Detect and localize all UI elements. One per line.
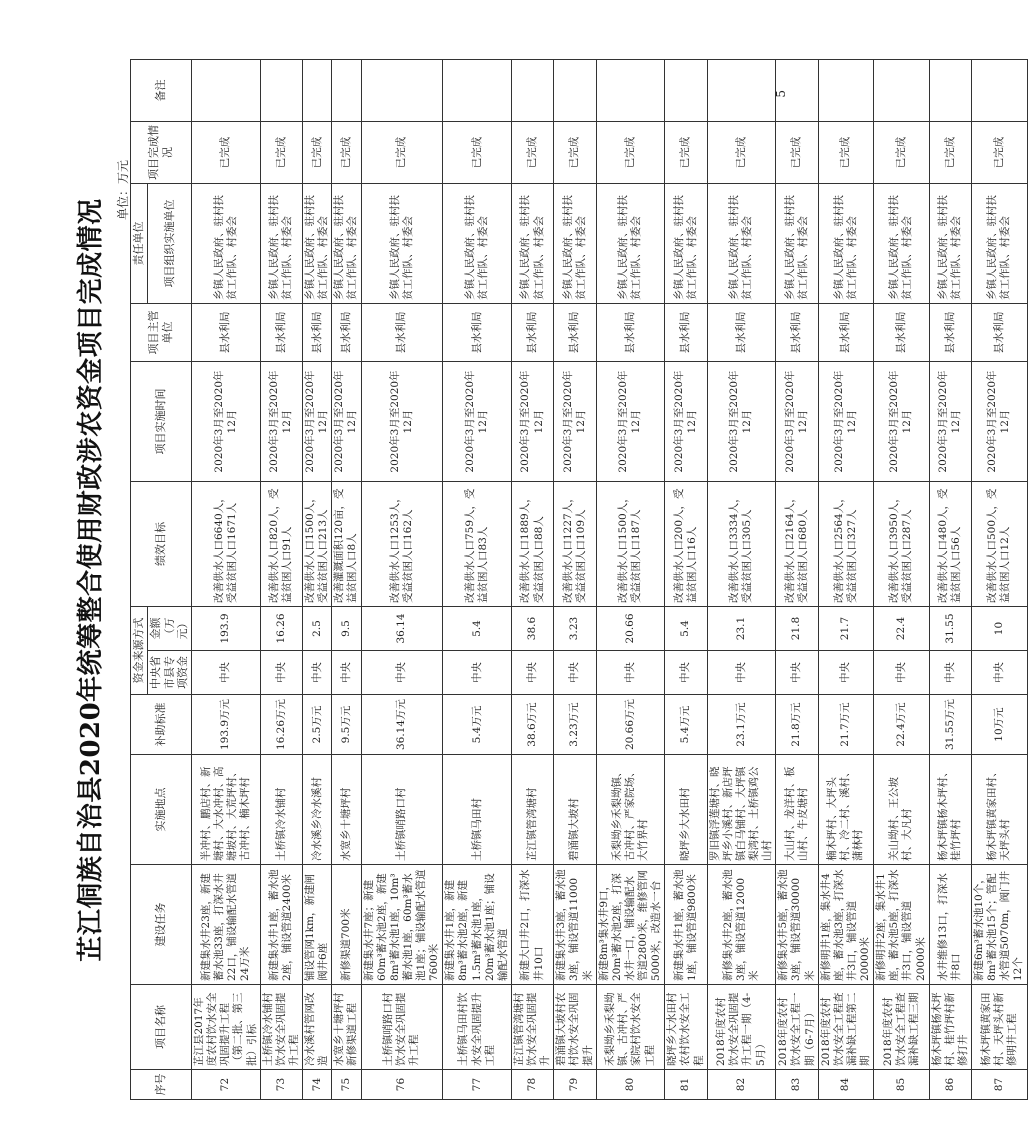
page-number: 5	[774, 90, 788, 98]
cell-time: 2020年3月至2020年12月	[596, 362, 665, 482]
header-subsidy: 补助标准	[131, 695, 192, 755]
cell-goal: 改善供水人口200人，受益贫困人口16人	[665, 482, 707, 607]
cell-subsidy: 5.4万元	[443, 695, 512, 755]
cell-status: 已完成	[874, 122, 930, 184]
cell-org: 乡镇人民政府、驻村扶贫工作队、村委会	[972, 184, 1028, 304]
cell-goal: 改善供水人口759人，受益贫困人口83人	[443, 482, 512, 607]
cell-project-name: 杨木坪镇杨木坪村、桂竹坪村新修打井	[929, 985, 971, 1070]
cell-seq: 80	[596, 1070, 665, 1100]
table-row	[818, 60, 874, 1100]
cell-project-name: 杨木坪镇黄家田村、天坪头村新修明井工程	[972, 985, 1028, 1070]
cell-location: 土桥镇马田村	[443, 755, 512, 865]
cell-fund-amount: 38.6	[511, 607, 553, 651]
cell-seq: 74	[303, 1070, 332, 1100]
header-seq: 序号	[131, 1070, 192, 1100]
cell-dept: 县水利局	[929, 304, 971, 362]
cell-org: 乡镇人民政府、驻村扶贫工作队、村委会	[361, 184, 443, 304]
cell-time: 2020年3月至2020年12月	[192, 362, 261, 482]
header-fund-amount: 金额（万元）	[147, 607, 191, 651]
cell-remark	[554, 60, 596, 122]
cell-project-name: 晓坪乡大水田村农村饮水安全工程	[665, 985, 707, 1070]
table-row	[776, 60, 818, 1100]
cell-task: 新修集水井5座，蓄水池3座，铺设管道30000米	[776, 865, 818, 985]
cell-location: 大山村、龙洋村、板山村、牛皮塘村	[776, 755, 818, 865]
cell-fund-amount: 2.5	[303, 607, 332, 651]
cell-time: 2020年3月至2020年12月	[874, 362, 930, 482]
cell-task: 水井维修13口，打深水井8口	[929, 865, 971, 985]
cell-project-name: 2018年度农村饮水安全巩固提升工程一期（4-5月）	[707, 985, 776, 1070]
cell-remark	[929, 60, 971, 122]
cell-subsidy: 21.8万元	[776, 695, 818, 755]
header-task: 建设任务	[131, 865, 192, 985]
cell-goal: 改善供水人口1253人，受益贫困人口162人	[361, 482, 443, 607]
cell-time: 2020年3月至2020年12月	[929, 362, 971, 482]
cell-dept: 县水利局	[972, 304, 1028, 362]
cell-goal: 改善供水人口2564人，受益贫困人口327人	[818, 482, 874, 607]
cell-dept: 县水利局	[707, 304, 776, 362]
cell-location: 杨木坪镇黄家田村、天坪头村	[972, 755, 1028, 865]
cell-status: 已完成	[665, 122, 707, 184]
cell-subsidy: 31.55万元	[929, 695, 971, 755]
cell-subsidy: 20.66万元	[596, 695, 665, 755]
cell-location: 半冲村、鹏店村、新塘村、大水冲村、高塘坡村、大荒坪村、古冲村、楠木坪村	[192, 755, 261, 865]
cell-seq: 75	[332, 1070, 361, 1100]
table-row	[554, 60, 596, 1100]
cell-fund-source: 中央	[929, 651, 971, 695]
cell-fund-amount: 31.55	[929, 607, 971, 651]
cell-status: 已完成	[972, 122, 1028, 184]
cell-fund-source: 中央	[332, 651, 361, 695]
cell-subsidy: 3.23万元	[554, 695, 596, 755]
cell-fund-amount: 5.4	[443, 607, 512, 651]
header-location: 实施地点	[131, 755, 192, 865]
cell-remark	[361, 60, 443, 122]
table-row	[260, 60, 302, 1100]
cell-subsidy: 36.14万元	[361, 695, 443, 755]
cell-org: 乡镇人民政府、驻村扶贫工作队、村委会	[192, 184, 261, 304]
cell-seq: 81	[665, 1070, 707, 1100]
cell-time: 2020年3月至2020年12月	[554, 362, 596, 482]
cell-dept: 县水利局	[260, 304, 302, 362]
cell-dept: 县水利局	[511, 304, 553, 362]
cell-org: 乡镇人民政府、驻村扶贫工作队、村委会	[665, 184, 707, 304]
cell-project-name: 芷江县2017年度农村饮水安全巩固提升工程（第二批、第三批）引标	[192, 985, 261, 1070]
cell-remark	[707, 60, 776, 122]
cell-subsidy: 2.5万元	[303, 695, 332, 755]
cell-fund-source: 中央	[554, 651, 596, 695]
table-body	[192, 60, 1028, 1100]
cell-seq: 76	[361, 1070, 443, 1100]
cell-time: 2020年3月至2020年12月	[972, 362, 1028, 482]
table-row	[361, 60, 443, 1100]
cell-fund-source: 中央	[818, 651, 874, 695]
cell-status: 已完成	[443, 122, 512, 184]
cell-dept: 县水利局	[776, 304, 818, 362]
cell-fund-source: 中央	[303, 651, 332, 695]
cell-status: 已完成	[554, 122, 596, 184]
cell-goal: 改善供水人口3334人，受益贫困人口305人	[707, 482, 776, 607]
cell-task: 新建大口井2口，打深水井10口	[511, 865, 553, 985]
cell-fund-amount: 22.4	[874, 607, 930, 651]
cell-dept: 县水利局	[192, 304, 261, 362]
cell-subsidy: 21.7万元	[818, 695, 874, 755]
cell-seq: 85	[874, 1070, 930, 1100]
cell-fund-source: 中央	[874, 651, 930, 695]
cell-dept: 县水利局	[554, 304, 596, 362]
table-row	[596, 60, 665, 1100]
cell-project-name: 2018年度农村饮水安全工程查漏补缺工程第二期	[818, 985, 874, 1070]
cell-project-name: 芷江镇管湾塘村饮水安全巩固提升	[511, 985, 553, 1070]
cell-fund-source: 中央	[361, 651, 443, 695]
unit-label: 单位：万元	[116, 160, 130, 221]
cell-seq: 78	[511, 1070, 553, 1100]
table-row	[303, 60, 332, 1100]
cell-org: 乡镇人民政府、驻村扶贫工作队、村委会	[929, 184, 971, 304]
cell-status: 已完成	[929, 122, 971, 184]
cell-status: 已完成	[818, 122, 874, 184]
header-dept: 项目主管单位	[131, 304, 192, 362]
cell-task: 新建8m³集水井9口，20m³蓄水池2座，打深水井一口，铺设输配水管道2800米，维修管网5000米，改造水一台	[596, 865, 665, 985]
cell-subsidy: 5.4万元	[665, 695, 707, 755]
cell-remark	[260, 60, 302, 122]
cell-location: 冷水溪乡冷水溪村	[303, 755, 332, 865]
cell-time: 2020年3月至2020年12月	[511, 362, 553, 482]
cell-subsidy: 10万元	[972, 695, 1028, 755]
cell-org: 乡镇人民政府、驻村扶贫工作队、村委会	[707, 184, 776, 304]
cell-org: 乡镇人民政府、驻村扶贫工作队、村委会	[443, 184, 512, 304]
table-row	[874, 60, 930, 1100]
cell-fund-amount: 23.1	[707, 607, 776, 651]
cell-org: 乡镇人民政府、驻村扶贫工作队、村委会	[260, 184, 302, 304]
table-row	[972, 60, 1028, 1100]
cell-goal: 改善供水人口1227人，受益贫困人口109人	[554, 482, 596, 607]
cell-fund-source: 中央	[192, 651, 261, 695]
table-row	[332, 60, 361, 1100]
cell-task: 新建集水井1座，新建8m³蓄水池2座，新建1.5m³蓄水池1座，20m³蓄水池1座；铺设输配水管道	[443, 865, 512, 985]
cell-org: 乡镇人民政府、驻村扶贫工作队、村委会	[554, 184, 596, 304]
cell-fund-amount: 193.9	[192, 607, 261, 651]
cell-fund-source: 中央	[972, 651, 1028, 695]
cell-org: 乡镇人民政府、驻村扶贫工作队、村委会	[874, 184, 930, 304]
cell-org: 乡镇人民政府、驻村扶贫工作队、村委会	[776, 184, 818, 304]
header-status: 项目完成情况	[131, 122, 192, 184]
cell-task: 新建集水井1座，蓄水池2座，铺设管道2400米	[260, 865, 302, 985]
cell-remark	[303, 60, 332, 122]
cell-task: 新修集水井2座，蓄水池3座，铺设管道12000米	[707, 865, 776, 985]
cell-dept: 县水利局	[874, 304, 930, 362]
cell-goal: 改善供水人口500人，受益贫困人口12人	[972, 482, 1028, 607]
header-goal: 绩效目标	[131, 482, 192, 607]
cell-time: 2020年3月至2020年12月	[818, 362, 874, 482]
cell-location: 芷江镇管湾塘村	[511, 755, 553, 865]
cell-subsidy: 38.6万元	[511, 695, 553, 755]
cell-time: 2020年3月至2020年12月	[303, 362, 332, 482]
cell-goal: 改善供水人口820人，受益贫困人口91人	[260, 482, 302, 607]
cell-time: 2020年3月至2020年12月	[665, 362, 707, 482]
cell-location: 罗旧镇浮莲塘村、晓坪乡小溪村、新店坪镇白马铺村、大坪镇梨湾村、土桥镇鸡公山村	[707, 755, 776, 865]
cell-goal: 改善供水人口6640人，受益贫困人口1671人	[192, 482, 261, 607]
cell-time: 2020年3月至2020年12月	[361, 362, 443, 482]
cell-goal: 改善供水人口2164人，受益贫困人口680人	[776, 482, 818, 607]
cell-time: 2020年3月至2020年12月	[707, 362, 776, 482]
cell-time: 2020年3月至2020年12月	[332, 362, 361, 482]
cell-status: 已完成	[361, 122, 443, 184]
cell-dept: 县水利局	[596, 304, 665, 362]
cell-subsidy: 16.26万元	[260, 695, 302, 755]
cell-status: 已完成	[192, 122, 261, 184]
cell-dept: 县水利局	[332, 304, 361, 362]
cell-project-name: 冷水溪村管网改造	[303, 985, 332, 1070]
cell-dept: 县水利局	[665, 304, 707, 362]
cell-project-name: 土桥镇哨路口村饮水安全巩固提升工程	[361, 985, 443, 1070]
cell-org: 乡镇人民政府、驻村扶贫工作队、村委会	[596, 184, 665, 304]
table-row	[443, 60, 512, 1100]
cell-seq: 72	[192, 1070, 261, 1100]
cell-location: 水宽乡十塘坪村	[332, 755, 361, 865]
cell-fund-source: 中央	[596, 651, 665, 695]
cell-location: 关山坳村、王公坡村、大凡村	[874, 755, 930, 865]
cell-project-name: 禾梨坳乡禾梨坳镇、古冲村、严家院村饮水安全工程	[596, 985, 665, 1070]
cell-fund-source: 中央	[776, 651, 818, 695]
cell-status: 已完成	[332, 122, 361, 184]
cell-status: 已完成	[511, 122, 553, 184]
cell-location: 晓坪乡大水田村	[665, 755, 707, 865]
cell-dept: 县水利局	[818, 304, 874, 362]
cell-org: 乡镇人民政府、驻村扶贫工作队、村委会	[511, 184, 553, 304]
cell-seq: 73	[260, 1070, 302, 1100]
cell-task: 新修明井1座，集水井4座，蓄水池3座，打深水井3口，铺设管道20000米	[818, 865, 874, 985]
cell-project-name: 土桥镇马田村饮水安全巩固提升工程	[443, 985, 512, 1070]
cell-location: 楠木坪村、大坪头村、冷二村、溪村、蒲林村	[818, 755, 874, 865]
header-fund-group: 资金来源方式	[131, 607, 148, 695]
cell-task: 新修渠道700米	[332, 865, 361, 985]
page-title: 芷江侗族自治县2020年统筹整合使用财政涉农资金项目完成情况	[76, 198, 106, 962]
cell-status: 已完成	[776, 122, 818, 184]
header-remark: 备注	[131, 60, 192, 122]
cell-goal: 改善供水人口1889人，受益贫困人口88人	[511, 482, 553, 607]
cell-dept: 县水利局	[443, 304, 512, 362]
table-row	[192, 60, 261, 1100]
cell-remark	[972, 60, 1028, 122]
cell-fund-source: 中央	[260, 651, 302, 695]
cell-fund-source: 中央	[665, 651, 707, 695]
rotated-page	[70, 60, 1025, 1100]
cell-remark	[596, 60, 665, 122]
cell-dept: 县水利局	[361, 304, 443, 362]
header-fund-source: 中央省市县专项资金	[147, 651, 191, 695]
cell-fund-source: 中央	[511, 651, 553, 695]
cell-location: 碧涌镇大坡村	[554, 755, 596, 865]
cell-subsidy: 22.4万元	[874, 695, 930, 755]
cell-goal: 改善灌溉面积120亩，受益贫困人口8人	[332, 482, 361, 607]
cell-subsidy: 23.1万元	[707, 695, 776, 755]
cell-project-name: 土桥镇冷水铺村饮水安全巩固提升工程	[260, 985, 302, 1070]
cell-task: 新修明井2座，集水井1座，蓄水池5座，打深水井3口，铺设管道20000米	[874, 865, 930, 985]
cell-status: 已完成	[303, 122, 332, 184]
cell-task: 新建集水井3座，蓄水池3座，铺设管道11000米	[554, 865, 596, 985]
cell-remark	[443, 60, 512, 122]
header-row	[131, 60, 148, 1100]
table-row	[707, 60, 776, 1100]
projects-table	[130, 59, 1028, 1100]
cell-fund-amount: 9.5	[332, 607, 361, 651]
cell-fund-source: 中央	[443, 651, 512, 695]
cell-fund-amount: 21.7	[818, 607, 874, 651]
cell-seq: 83	[776, 1070, 818, 1100]
cell-fund-amount: 5.4	[665, 607, 707, 651]
cell-fund-amount: 20.66	[596, 607, 665, 651]
cell-task: 新建集水井1座，蓄水池1座，铺设管道9800米	[665, 865, 707, 985]
cell-remark	[332, 60, 361, 122]
cell-project-name: 水宽乡十塘坪村新修渠道工程	[332, 985, 361, 1070]
cell-time: 2020年3月至2020年12月	[776, 362, 818, 482]
cell-remark	[874, 60, 930, 122]
header-org: 项目组织实施单位	[147, 184, 191, 304]
cell-seq: 77	[443, 1070, 512, 1100]
table-row	[511, 60, 553, 1100]
table-row	[929, 60, 971, 1100]
cell-task: 新建6m³蓄水池10个，8m³蓄水池15个；管配水管道5070m，阀门井12个	[972, 865, 1028, 985]
header-name: 项目名称	[131, 985, 192, 1070]
cell-location: 土桥镇哨路口村	[361, 755, 443, 865]
cell-goal: 改善供水人口1500人，受益贫困人口187人	[596, 482, 665, 607]
cell-seq: 84	[818, 1070, 874, 1100]
cell-task: 新建集水井23座，新建蓄水池33座，打深水井22口，铺设输配水管道24万米	[192, 865, 261, 985]
cell-location: 杨木坪镇杨木坪村、桂竹坪村	[929, 755, 971, 865]
cell-project-name: 2018年度农村饮水安全工程一期（6-7月）	[776, 985, 818, 1070]
cell-seq: 82	[707, 1070, 776, 1100]
cell-org: 乡镇人民政府、驻村扶贫工作队、村委会	[303, 184, 332, 304]
cell-location: 禾梨坳乡禾梨坳镇、古冲村、严家院场、大竹界村	[596, 755, 665, 865]
cell-time: 2020年3月至2020年12月	[443, 362, 512, 482]
cell-seq: 79	[554, 1070, 596, 1100]
cell-org: 乡镇人民政府、驻村扶贫工作队、村委会	[818, 184, 874, 304]
cell-goal: 改善供水人口1500人，受益贫困人口213人	[303, 482, 332, 607]
cell-remark	[818, 60, 874, 122]
cell-task: 铺设管网1km，新建闸阀井6座	[303, 865, 332, 985]
cell-remark	[665, 60, 707, 122]
cell-task: 新建集水井7座；新建60m³蓄水池2座，新建8m³蓄水池1座，10m³蓄水池1座，60m³蓄水池1座；铺设输配水管道7600米	[361, 865, 443, 985]
header-resp-group: 责任单位	[131, 184, 148, 304]
cell-remark	[511, 60, 553, 122]
cell-location: 土桥镇冷水铺村	[260, 755, 302, 865]
cell-subsidy: 193.9万元	[192, 695, 261, 755]
cell-goal: 改善供水人口480人，受益贫困人口56人	[929, 482, 971, 607]
table-row	[665, 60, 707, 1100]
cell-fund-source: 中央	[707, 651, 776, 695]
cell-fund-amount: 10	[972, 607, 1028, 651]
cell-status: 已完成	[596, 122, 665, 184]
header-time: 项目实施时间	[131, 362, 192, 482]
cell-fund-amount: 36.14	[361, 607, 443, 651]
cell-goal: 改善供水人口3950人，受益贫困人口287人	[874, 482, 930, 607]
cell-fund-amount: 16.26	[260, 607, 302, 651]
cell-status: 已完成	[260, 122, 302, 184]
cell-fund-amount: 3.23	[554, 607, 596, 651]
cell-remark	[192, 60, 261, 122]
cell-subsidy: 9.5万元	[332, 695, 361, 755]
cell-org: 乡镇人民政府、驻村扶贫工作队、村委会	[332, 184, 361, 304]
cell-project-name: 碧涌镇大坡村农村饮水安全巩固提升	[554, 985, 596, 1070]
cell-time: 2020年3月至2020年12月	[260, 362, 302, 482]
cell-status: 已完成	[707, 122, 776, 184]
cell-fund-amount: 21.8	[776, 607, 818, 651]
cell-project-name: 2018年度农村饮水安全工程查漏补缺工程三期	[874, 985, 930, 1070]
cell-seq: 87	[972, 1070, 1028, 1100]
cell-dept: 县水利局	[303, 304, 332, 362]
cell-seq: 86	[929, 1070, 971, 1100]
